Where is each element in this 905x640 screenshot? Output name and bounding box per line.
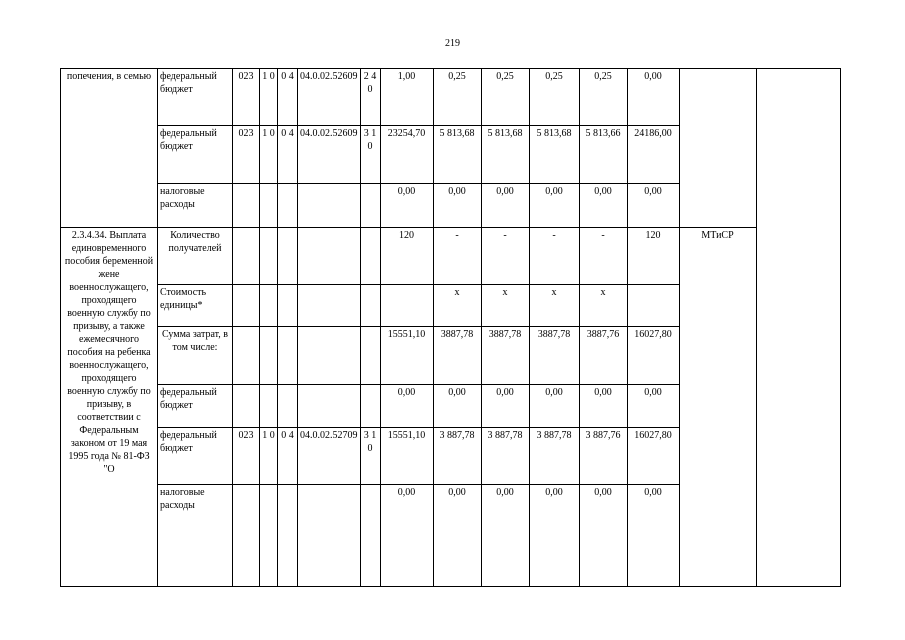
gr-cell (233, 228, 260, 285)
csr-cell (298, 285, 361, 327)
indicator-cell: федеральный бюджет (158, 428, 233, 485)
q3-cell: 3887,78 (529, 327, 579, 385)
q4-cell: х (579, 285, 627, 327)
indicator-cell: налоговые расходы (158, 485, 233, 587)
q4-cell: 0,25 (579, 69, 627, 126)
q2-cell: х (481, 285, 529, 327)
csr-cell (298, 228, 361, 285)
next-year-cell: 0,00 (627, 184, 679, 228)
program-name-cell: попечения, в семью (61, 69, 158, 228)
total-cell: 120 (380, 228, 433, 285)
executor-cell: МТиСР (679, 228, 756, 587)
budget-table (60, 68, 841, 587)
q3-cell: х (529, 285, 579, 327)
vr-cell (360, 228, 380, 285)
pr-cell (278, 485, 298, 587)
table-row (61, 228, 841, 285)
rz-cell (260, 327, 278, 385)
q1-cell: - (433, 228, 481, 285)
pr-cell: 0 4 (278, 428, 298, 485)
indicator-cell: Стоимость единицы* (158, 285, 233, 327)
rz-cell (260, 184, 278, 228)
rz-cell (260, 385, 278, 428)
q2-cell: 3887,78 (481, 327, 529, 385)
pr-cell: 0 4 (278, 69, 298, 126)
next-year-cell: 0,00 (627, 385, 679, 428)
csr-cell (298, 385, 361, 428)
gr-cell (233, 385, 260, 428)
indicator-cell: налоговые расходы (158, 184, 233, 228)
vr-cell (360, 327, 380, 385)
vr-cell (360, 285, 380, 327)
q2-cell: 0,00 (481, 385, 529, 428)
gr-cell: 023 (233, 69, 260, 126)
total-cell: 0,00 (380, 385, 433, 428)
indicator-cell: федеральный бюджет (158, 126, 233, 184)
rz-cell: 1 0 (260, 69, 278, 126)
q3-cell: 0,00 (529, 485, 579, 587)
q1-cell: х (433, 285, 481, 327)
q1-cell: 0,00 (433, 385, 481, 428)
pr-cell (278, 385, 298, 428)
q3-cell: 5 813,68 (529, 126, 579, 184)
rz-cell (260, 285, 278, 327)
q3-cell: 3 887,78 (529, 428, 579, 485)
total-cell: 0,00 (380, 184, 433, 228)
vr-cell: 3 1 0 (360, 126, 380, 184)
q2-cell: 3 887,78 (481, 428, 529, 485)
q3-cell: 0,00 (529, 184, 579, 228)
q2-cell: 0,00 (481, 184, 529, 228)
q1-cell: 0,25 (433, 69, 481, 126)
q4-cell: - (579, 228, 627, 285)
vr-cell (360, 485, 380, 587)
q4-cell: 3 887,76 (579, 428, 627, 485)
next-year-cell: 16027,80 (627, 327, 679, 385)
indicator-cell: федеральный бюджет (158, 385, 233, 428)
next-year-cell: 120 (627, 228, 679, 285)
pr-cell: 0 4 (278, 126, 298, 184)
q1-cell: 0,00 (433, 184, 481, 228)
q4-cell: 5 813,66 (579, 126, 627, 184)
executor-cell (679, 69, 756, 228)
q3-cell: - (529, 228, 579, 285)
csr-cell: 04.0.02.52609 (298, 69, 361, 126)
vr-cell (360, 385, 380, 428)
rz-cell (260, 228, 278, 285)
next-year-cell: 16027,80 (627, 428, 679, 485)
q2-cell: - (481, 228, 529, 285)
note-cell (756, 69, 840, 587)
q2-cell: 0,25 (481, 69, 529, 126)
vr-cell: 3 1 0 (360, 428, 380, 485)
indicator-cell: Количество получателей (158, 228, 233, 285)
q2-cell: 0,00 (481, 485, 529, 587)
q1-cell: 5 813,68 (433, 126, 481, 184)
q4-cell: 3887,76 (579, 327, 627, 385)
csr-cell: 04.0.02.52709 (298, 428, 361, 485)
csr-cell: 04.0.02.52609 (298, 126, 361, 184)
program-name-cell: 2.3.4.34. Выплата единовременного пособия беременной жене военнослужащего, проходящего военную службу по призыву, а также ежемесячного пособия на ребенка военнослужащего, проходящего военную службу по призыву, в соответствии с Федеральным законом от 19 мая 1995 года № 81-ФЗ "О (61, 228, 158, 587)
vr-cell: 2 4 0 (360, 69, 380, 126)
table-row (61, 69, 841, 126)
rz-cell: 1 0 (260, 428, 278, 485)
csr-cell (298, 327, 361, 385)
pr-cell (278, 184, 298, 228)
q4-cell: 0,00 (579, 184, 627, 228)
pr-cell (278, 285, 298, 327)
next-year-cell: 0,00 (627, 485, 679, 587)
total-cell: 0,00 (380, 485, 433, 587)
q3-cell: 0,00 (529, 385, 579, 428)
indicator-cell: Сумма затрат, в том числе: (158, 327, 233, 385)
gr-cell: 023 (233, 428, 260, 485)
q2-cell: 5 813,68 (481, 126, 529, 184)
pr-cell (278, 228, 298, 285)
rz-cell: 1 0 (260, 126, 278, 184)
vr-cell (360, 184, 380, 228)
rz-cell (260, 485, 278, 587)
gr-cell: 023 (233, 126, 260, 184)
q1-cell: 3 887,78 (433, 428, 481, 485)
gr-cell (233, 485, 260, 587)
page-number: 219 (445, 38, 460, 49)
pr-cell (278, 327, 298, 385)
total-cell: 15551,10 (380, 428, 433, 485)
next-year-cell: 24186,00 (627, 126, 679, 184)
indicator-cell: федеральный бюджет (158, 69, 233, 126)
total-cell (380, 285, 433, 327)
gr-cell (233, 184, 260, 228)
q4-cell: 0,00 (579, 385, 627, 428)
total-cell: 15551,10 (380, 327, 433, 385)
q4-cell: 0,00 (579, 485, 627, 587)
total-cell: 23254,70 (380, 126, 433, 184)
gr-cell (233, 327, 260, 385)
csr-cell (298, 184, 361, 228)
total-cell: 1,00 (380, 69, 433, 126)
gr-cell (233, 285, 260, 327)
q3-cell: 0,25 (529, 69, 579, 126)
q1-cell: 3887,78 (433, 327, 481, 385)
q1-cell: 0,00 (433, 485, 481, 587)
next-year-cell (627, 285, 679, 327)
next-year-cell: 0,00 (627, 69, 679, 126)
csr-cell (298, 485, 361, 587)
